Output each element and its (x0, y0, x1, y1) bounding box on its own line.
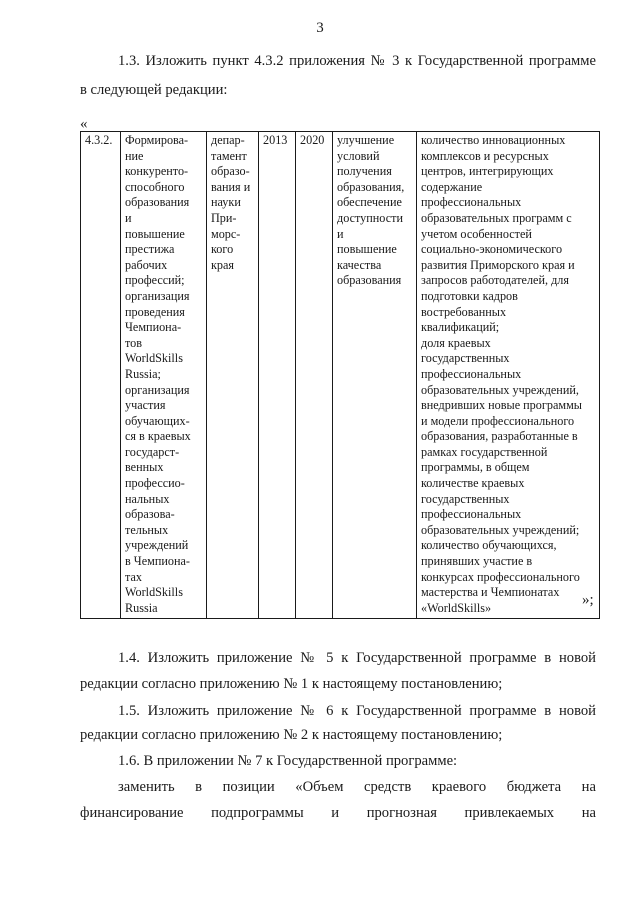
word: «Объем (295, 779, 344, 795)
cell-text-line: «WorldSkills» (421, 600, 492, 615)
cell-text-line: образовательных учреждений, (421, 382, 579, 397)
cell-text-line: WorldSkills (125, 351, 183, 366)
cell-text-line: рабочих (125, 257, 168, 272)
paragraph-1-5-line-2: редакции согласно приложению № 2 к настоящему постановлению; (80, 727, 503, 743)
word: и (331, 805, 340, 821)
cell-text-line: повышение (125, 226, 185, 241)
opening-quote: « (80, 116, 88, 132)
cell-text-line: образо- (211, 164, 250, 179)
cell-text-line: конкурсах профессионального (421, 569, 580, 584)
cell-text-line: проведения (125, 304, 185, 319)
cell-text-line: обеспечение (337, 195, 402, 210)
table-row (81, 132, 600, 619)
indicators-cell (417, 132, 600, 619)
paragraph-1-6: 1.6. В приложении № 7 к Государственной программе: (118, 753, 458, 769)
word: бюджета (506, 779, 562, 795)
cell-text-line: повышение (337, 242, 397, 257)
cell-text-line: тов (125, 335, 143, 350)
start-year-cell: 2013 (259, 132, 296, 619)
cell-text-line: ся в краевых (125, 429, 191, 444)
cell-text-line: условий (337, 148, 380, 163)
replace-line-2 (80, 803, 596, 823)
activity-name-cell (121, 132, 207, 619)
cell-text-line: программы, в общем (421, 460, 530, 475)
cell-text-line: тельных (125, 522, 169, 537)
cell-text-line: доля краевых (421, 335, 491, 350)
cell-text-line: При- (211, 210, 237, 225)
cell-text-line: вания и (211, 179, 251, 194)
cell-text-line: науки (211, 195, 241, 210)
cell-text-line: учреждений (125, 538, 189, 553)
cell-text-line: востребованных (421, 304, 507, 319)
cell-text-line: профессио- (125, 476, 185, 491)
cell-text-line: Чемпиона- (125, 320, 182, 335)
cell-text-line: улучшение (337, 133, 395, 147)
word: привлекаемых (464, 805, 555, 821)
cell-text-line: организация (125, 382, 190, 397)
cell-text-line: образования, (337, 179, 405, 194)
page-number: 3 (316, 20, 324, 36)
word: краевого (431, 779, 487, 795)
cell-text-line: подготовки кадров (421, 288, 518, 303)
paragraph-1-3-line-1: 1.3. Изложить пункт 4.3.2 приложения № 3 к Государственной программе (118, 53, 596, 69)
cell-text-line: комплексов и ресурсных (421, 148, 549, 163)
cell-text-line: венных (125, 460, 164, 475)
cell-text-line: Формирова- (125, 133, 189, 147)
cell-text-line: Russia; (125, 366, 161, 381)
cell-text-line: края (211, 257, 235, 272)
word: на (581, 805, 596, 821)
cell-text-line: участия (125, 398, 166, 413)
cell-text-line: рамках государственной (421, 444, 548, 459)
cell-text-line: обучающих- (125, 413, 190, 428)
cell-text-line: государственных (421, 491, 510, 506)
item-number-cell: 4.3.2. (81, 132, 121, 619)
cell-text-line: количестве краевых (421, 476, 525, 491)
cell-text-line: развития Приморского края и (421, 257, 575, 272)
paragraph-1-4-line-1: 1.4. Изложить приложение № 5 к Государственной программе в новой (118, 650, 596, 666)
cell-text-line: образовательных программ с (421, 210, 572, 225)
cell-text-line: квалификаций; (421, 320, 500, 335)
paragraph-1-3-line-2: в следующей редакции: (80, 82, 228, 98)
end-year-cell: 2020 (296, 132, 333, 619)
replace-line-1 (118, 777, 596, 797)
cell-text-line: тамент (211, 148, 247, 163)
cell-text-line: качества (337, 257, 382, 272)
word: заменить (118, 779, 175, 795)
cell-text-line: государственных (421, 351, 510, 366)
paragraph-1-5-line-1: 1.5. Изложить приложение № 6 к Государственной программе в новой (118, 703, 596, 719)
cell-text-line: нальных (125, 491, 170, 506)
cell-text-line: и модели профессионального (421, 413, 575, 428)
cell-text-line: образования (337, 273, 402, 288)
cell-text-line: образования, разработанные в (421, 429, 578, 444)
cell-text-line: в Чемпиона- (125, 554, 190, 569)
cell-text-line: кого (211, 242, 234, 257)
cell-text-line: образова- (125, 507, 175, 522)
cell-text-line: способного (125, 179, 185, 194)
cell-text-line: профессиональных (421, 195, 522, 210)
word: прогнозная (366, 805, 437, 821)
cell-text-line: и (337, 226, 344, 241)
cell-text-line: получения (337, 164, 392, 179)
cell-text-line: количество инновационных (421, 133, 566, 147)
cell-text-line: запросов работодателей, для (421, 273, 569, 288)
cell-text-line: количество обучающихся, (421, 538, 557, 553)
cell-text-line: учетом особенностей (421, 226, 532, 241)
cell-text-line: тах (125, 569, 142, 584)
executor-cell (207, 132, 259, 619)
cell-text-line: Russia (125, 600, 158, 615)
cell-text-line: центров, интегрирующих (421, 164, 554, 179)
cell-text-line: депар- (211, 133, 245, 147)
cell-text-line: конкуренто- (125, 164, 189, 179)
cell-text-line: принявших участие в (421, 554, 533, 569)
word: финансирование (80, 805, 184, 821)
cell-text-line: государст- (125, 444, 180, 459)
expected-result-cell (333, 132, 417, 619)
cell-text-line: образования (125, 195, 190, 210)
closing-quote: »; (582, 592, 594, 608)
word: средств (364, 779, 412, 795)
cell-text-line: социально-экономического (421, 242, 563, 257)
cell-text-line: внедривших новые программы (421, 398, 582, 413)
cell-text-line: доступности (337, 210, 403, 225)
program-item-table (80, 131, 600, 619)
word: в (195, 779, 203, 795)
word: подпрограммы (211, 805, 304, 821)
cell-text-line: WorldSkills (125, 585, 183, 600)
cell-text-line: морс- (211, 226, 241, 241)
paragraph-1-4-line-2: редакции согласно приложению № 1 к настоящему постановлению; (80, 676, 503, 692)
cell-text-line: содержание (421, 179, 483, 194)
word: позиции (222, 779, 275, 795)
cell-text-line: ние (125, 148, 144, 163)
cell-text-line: престижа (125, 242, 175, 257)
cell-text-line: и (125, 210, 132, 225)
cell-text-line: мастерства и Чемпионатах (421, 585, 560, 600)
cell-text-line: профессиональных (421, 507, 522, 522)
cell-text-line: профессий; (125, 273, 185, 288)
cell-text-line: образовательных учреждений; (421, 522, 580, 537)
word: на (581, 779, 596, 795)
cell-text-line: организация (125, 288, 190, 303)
cell-text-line: профессиональных (421, 366, 522, 381)
